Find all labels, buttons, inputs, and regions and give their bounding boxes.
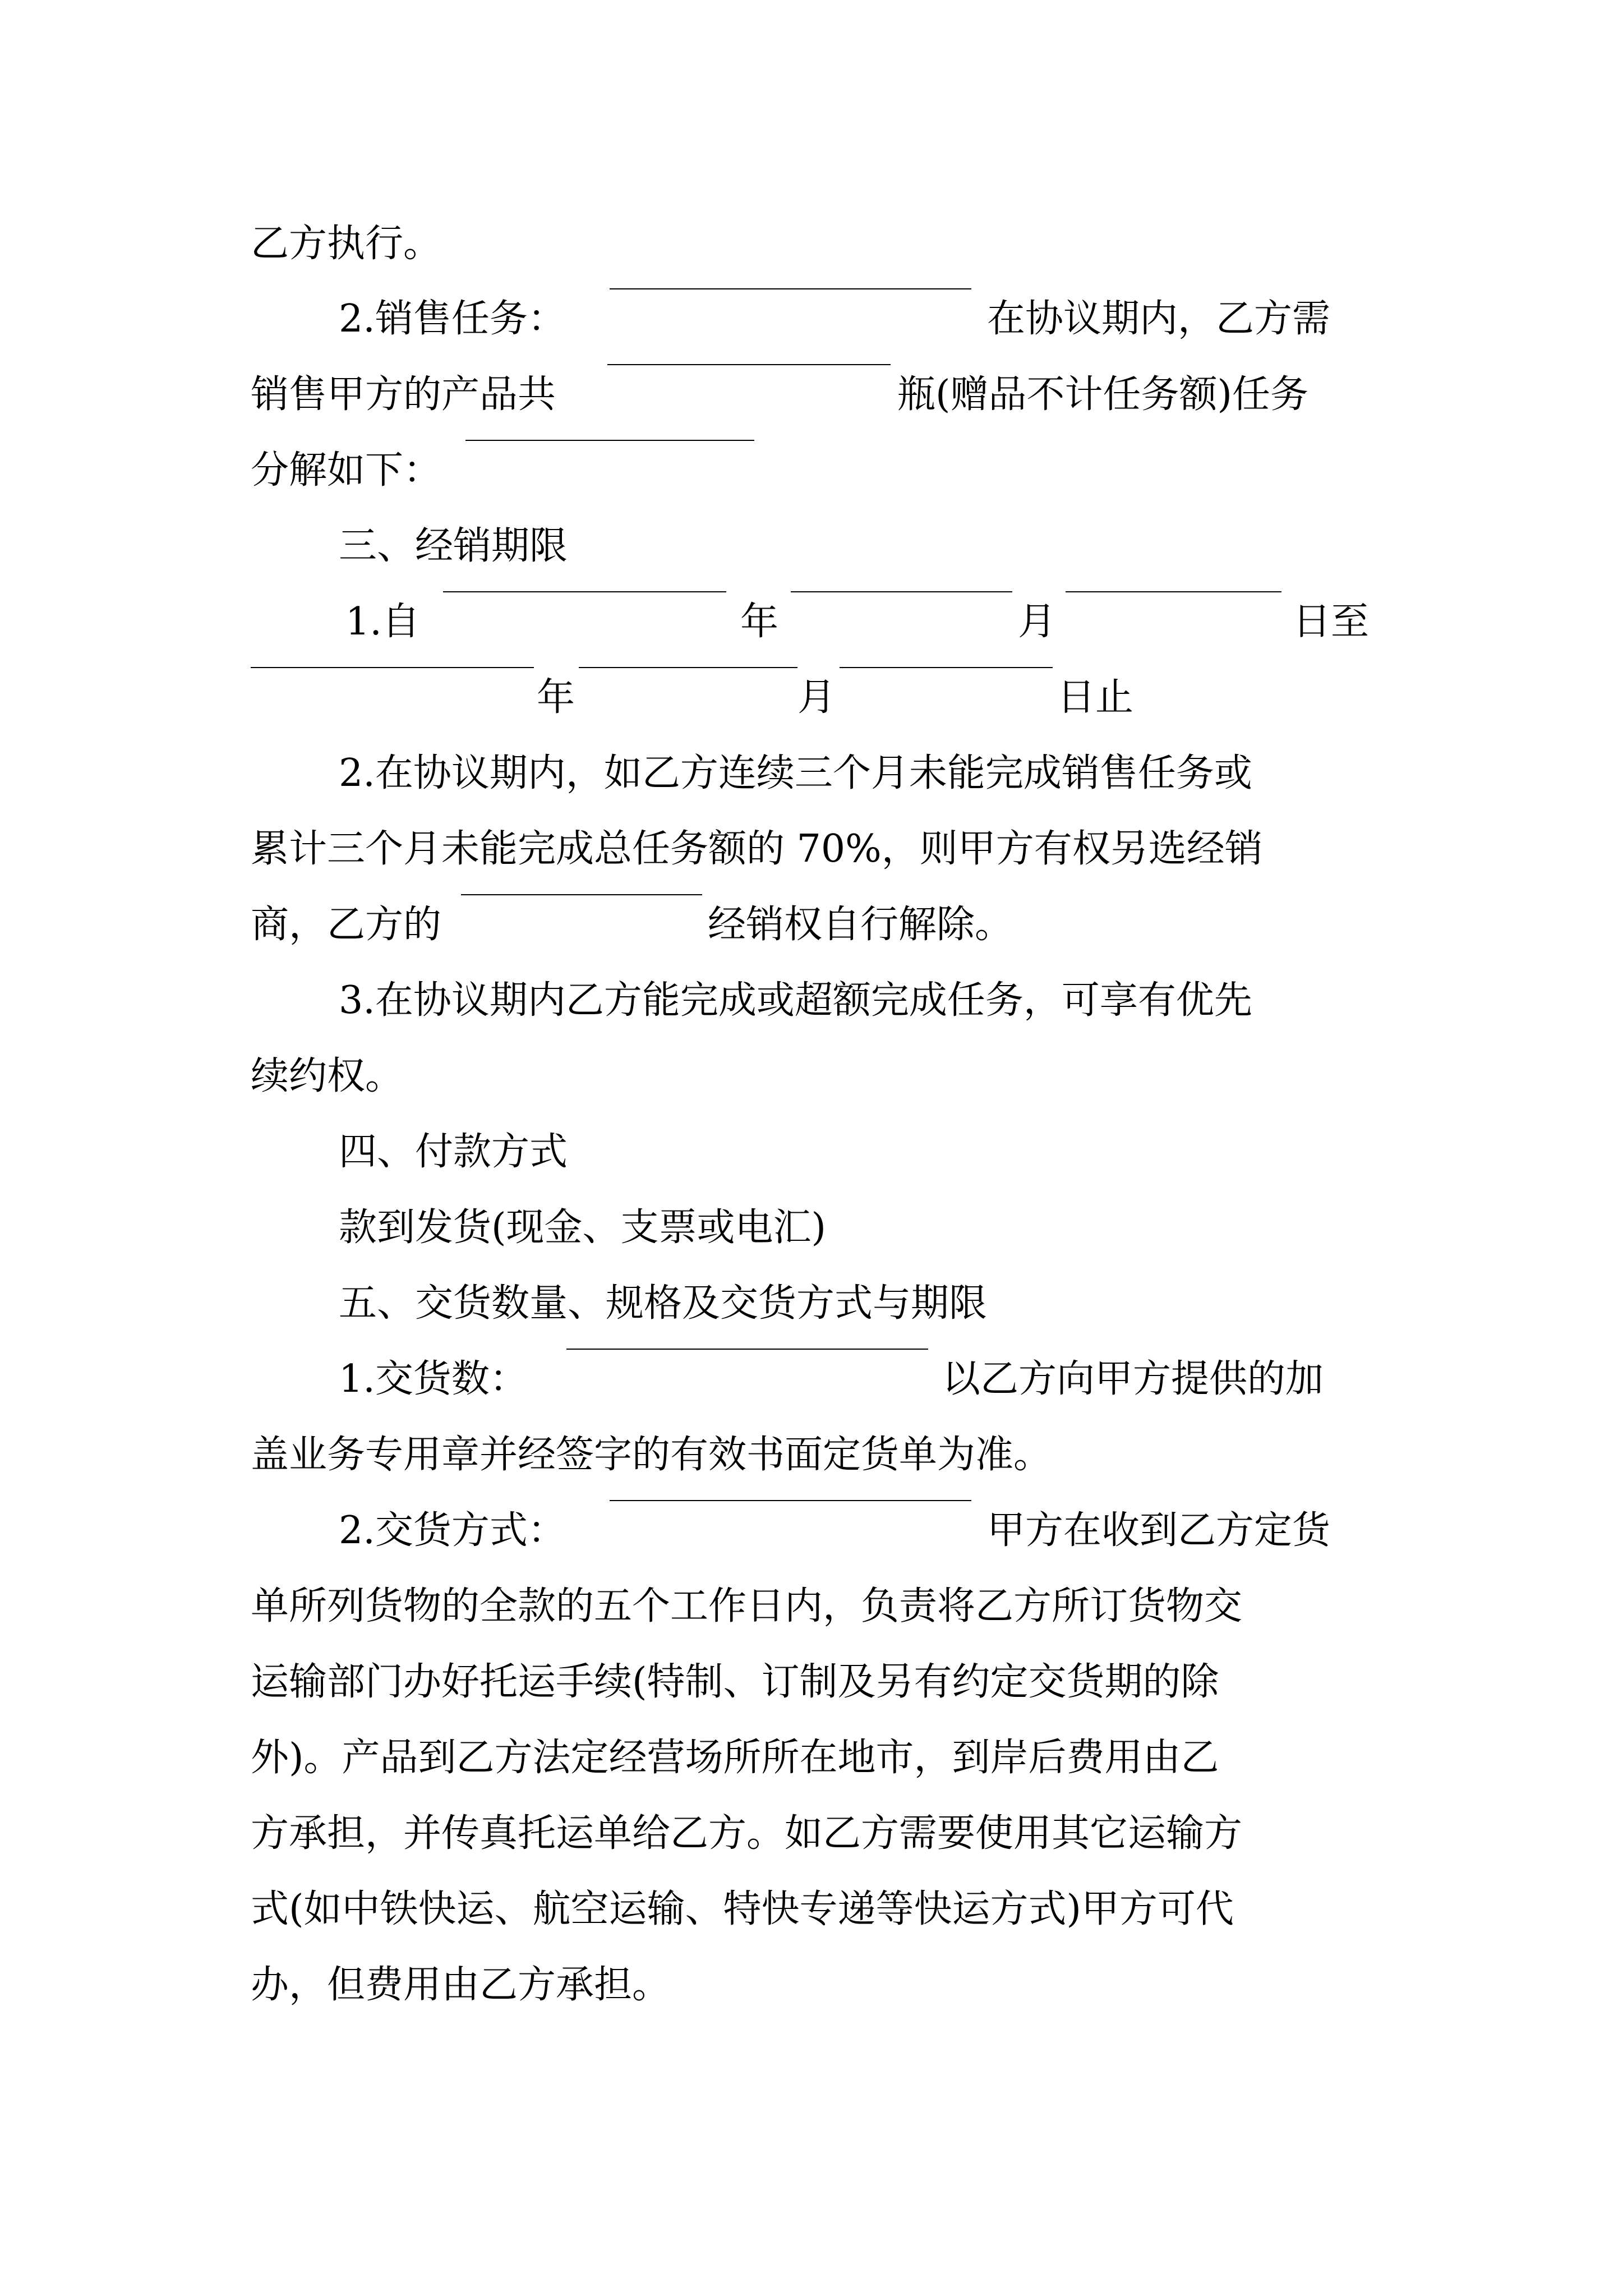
- paragraph-line: [0, 1424, 1623, 1486]
- text: 款到发货(现金、支票或电汇): [339, 1205, 827, 1250]
- paragraph-line: [0, 1651, 1623, 1713]
- fill-in-blank[interactable]: [1066, 591, 1281, 592]
- fill-in-blank[interactable]: [465, 440, 754, 441]
- text: 2.在协议期内，如乙方连续三个月未能完成销售任务或: [339, 751, 1252, 795]
- text: 年: [537, 675, 575, 720]
- text: 2.销售任务：: [339, 297, 566, 341]
- paragraph-line: [0, 1197, 1623, 1259]
- text: 五、交货数量、规格及交货方式与期限: [339, 1281, 988, 1326]
- text: 甲方在收到乙方定货: [987, 1508, 1331, 1553]
- text: 外)。产品到乙方法定经营场所所在地市，到岸后费用由乙: [251, 1736, 1219, 1780]
- text: 销售甲方的产品共: [251, 372, 556, 417]
- paragraph-line: [0, 970, 1623, 1032]
- paragraph-line: [0, 1727, 1623, 1789]
- paragraph-line: [0, 1500, 1623, 1562]
- text: 1.交货数：: [339, 1357, 528, 1401]
- text: 乙方执行。: [251, 222, 442, 266]
- fill-in-blank[interactable]: [443, 591, 726, 592]
- text: 式(如中铁快运、航空运输、特快专递等快运方式)甲方可代: [251, 1887, 1234, 1931]
- paragraph-line: [0, 1349, 1623, 1410]
- text: 月: [797, 675, 836, 720]
- text: 经销权自行解除。: [708, 903, 1013, 947]
- paragraph-line: [0, 667, 1623, 729]
- text: 月: [1018, 600, 1057, 644]
- fill-in-blank[interactable]: [251, 667, 534, 668]
- paragraph-line: [0, 213, 1623, 275]
- text: 1.自: [345, 600, 420, 644]
- text: 在协议期内，乙方需: [987, 297, 1331, 341]
- text: 分解如下：: [251, 448, 442, 493]
- fill-in-blank[interactable]: [579, 667, 797, 668]
- paragraph-line: [0, 894, 1623, 956]
- paragraph-line: [0, 743, 1623, 804]
- text: 2.交货方式：: [339, 1508, 566, 1553]
- text: 以乙方向甲方提供的加: [942, 1357, 1324, 1401]
- section-heading: [0, 1121, 1623, 1183]
- text: 办，但费用由乙方承担。: [251, 1963, 671, 2007]
- fill-in-blank[interactable]: [607, 364, 891, 365]
- paragraph-line: [0, 1879, 1623, 1940]
- fill-in-blank[interactable]: [791, 591, 1012, 592]
- paragraph-line: [0, 1576, 1623, 1637]
- paragraph-line: [0, 1803, 1623, 1865]
- paragraph-line: [0, 364, 1623, 426]
- paragraph-line: [0, 1954, 1623, 2016]
- paragraph-line: [0, 1046, 1623, 1107]
- text: 盖业务专用章并经签字的有效书面定货单为准。: [251, 1433, 1052, 1477]
- text: 三、经销期限: [339, 524, 568, 568]
- paragraph-line: [0, 288, 1623, 350]
- text: 年: [740, 600, 779, 644]
- fill-in-blank[interactable]: [610, 288, 971, 289]
- text: 续约权。: [251, 1054, 404, 1098]
- fill-in-blank[interactable]: [566, 1349, 928, 1350]
- text: 日止: [1057, 675, 1134, 720]
- text: 累计三个月未能完成总任务额的 70%，则甲方有权另选经销: [251, 827, 1263, 871]
- text: 商，乙方的: [251, 903, 442, 947]
- paragraph-line: [0, 818, 1623, 880]
- section-heading: [0, 1273, 1623, 1335]
- paragraph-line: [0, 591, 1623, 653]
- text: 3.在协议期内乙方能完成或超额完成任务，可享有优先: [339, 978, 1252, 1023]
- section-heading: [0, 516, 1623, 577]
- fill-in-blank[interactable]: [840, 667, 1053, 668]
- text: 日至: [1293, 600, 1370, 644]
- text: 运输部门办好托运手续(特制、订制及另有约定交货期的除: [251, 1660, 1219, 1704]
- text: 单所列货物的全款的五个工作日内，负责将乙方所订货物交: [251, 1584, 1243, 1628]
- fill-in-blank[interactable]: [461, 894, 702, 895]
- text: 四、付款方式: [339, 1130, 568, 1174]
- paragraph-line: [0, 440, 1623, 501]
- text: 瓶(赠品不计任务额)任务: [897, 372, 1309, 417]
- fill-in-blank[interactable]: [610, 1500, 971, 1501]
- text: 方承担，并传真托运单给乙方。如乙方需要使用其它运输方: [251, 1811, 1243, 1856]
